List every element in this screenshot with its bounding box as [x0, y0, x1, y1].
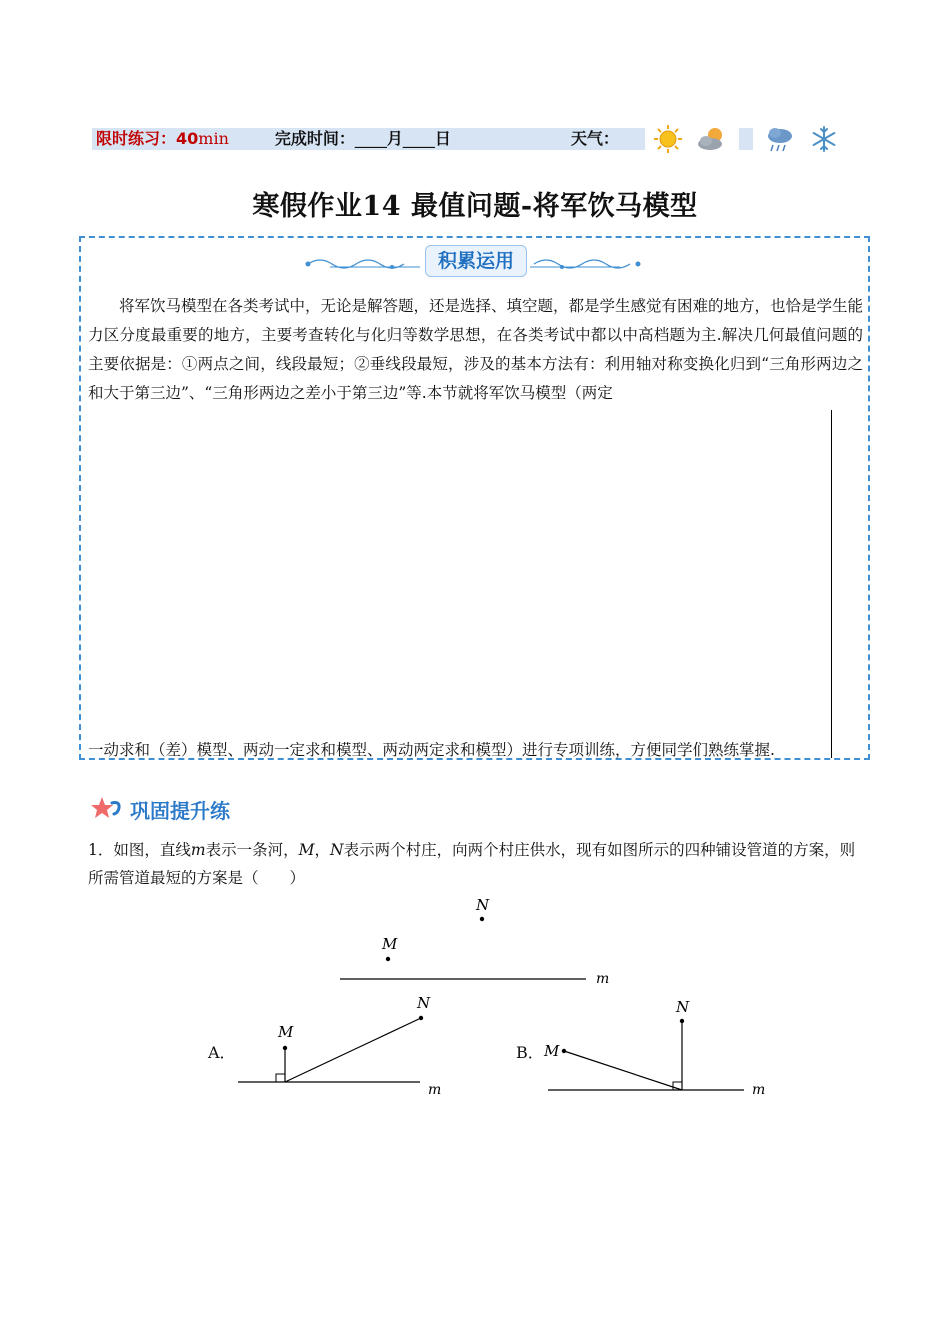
- page-title: 寒假作业14 最值问题-将军饮马模型: [252, 191, 698, 222]
- label-m: m: [596, 971, 610, 987]
- option-b-label: B．: [516, 1043, 544, 1062]
- label-m: m: [752, 1082, 766, 1098]
- header-bar: [92, 127, 860, 151]
- label-M: M: [382, 935, 398, 953]
- paragraph-end: 一动求和（差）模型、两动一定求和模型、两动两定求和模型）进行专项训练，方便同学们熟练掌握.: [88, 741, 775, 759]
- point-M: [386, 957, 390, 961]
- pipe-slant: [285, 1018, 421, 1082]
- weather-label: 天气：: [567, 128, 645, 150]
- snowflake-icon: [807, 124, 841, 154]
- main-figure: [330, 890, 630, 990]
- section-title: 巩固提升练: [130, 798, 230, 823]
- label-m: m: [428, 1082, 442, 1098]
- option-b-figure: [540, 990, 780, 1100]
- completion-time: 完成时间：____月____日: [267, 128, 455, 150]
- option-a-label: A．: [208, 1043, 236, 1062]
- question-1: [88, 836, 863, 892]
- question-text: 1．如图，直线m表示一条河，M，N表示两个村庄，向两个村庄供水，现有如图所示的四种铺设管道的方案，则所需管道最短的方案是（ ）: [88, 841, 856, 887]
- option-a-figure: [230, 990, 450, 1100]
- star-icon: [90, 795, 124, 823]
- label-N: N: [417, 994, 431, 1012]
- vertical-rule: [831, 410, 832, 758]
- label-N: N: [476, 896, 490, 914]
- right-angle-mark: [276, 1074, 285, 1082]
- sun-icon: [651, 124, 685, 154]
- header-spacer: [455, 128, 567, 150]
- paragraph-text: 将军饮马模型在各类考试中，无论是解答题，还是选择、填空题，都是学生感觉有困难的地方，也恰是学生能力区分度最重要的地方，主要考查转化与化归等数学思想，在各类考试中都以中高档题为主.解决几何最值问题的主要依据是：①两点之间，线段最短；②垂线段最短，涉及的基本方法有：利用轴对称变换化归到“三角形两边之和大于第三边”、“三角形两边之差小于第三边”等.本节就将军饮马模型（两定: [88, 297, 864, 402]
- weather-icons: [651, 124, 841, 154]
- weather-spacer: [739, 128, 753, 150]
- label-M: M: [544, 1042, 560, 1060]
- label-M: M: [278, 1023, 294, 1041]
- section-header: [90, 793, 230, 825]
- point-N: [480, 917, 484, 921]
- header-spacer: [233, 128, 267, 150]
- label-N: N: [676, 998, 690, 1016]
- partly-cloudy-icon: [695, 124, 729, 154]
- accumulate-paragraph: [88, 292, 863, 408]
- time-limit: 限时练习：40min: [92, 128, 233, 150]
- pipe-slant: [564, 1051, 682, 1090]
- rain-icon: [763, 124, 797, 154]
- accumulate-badge: 积累运用: [425, 245, 527, 277]
